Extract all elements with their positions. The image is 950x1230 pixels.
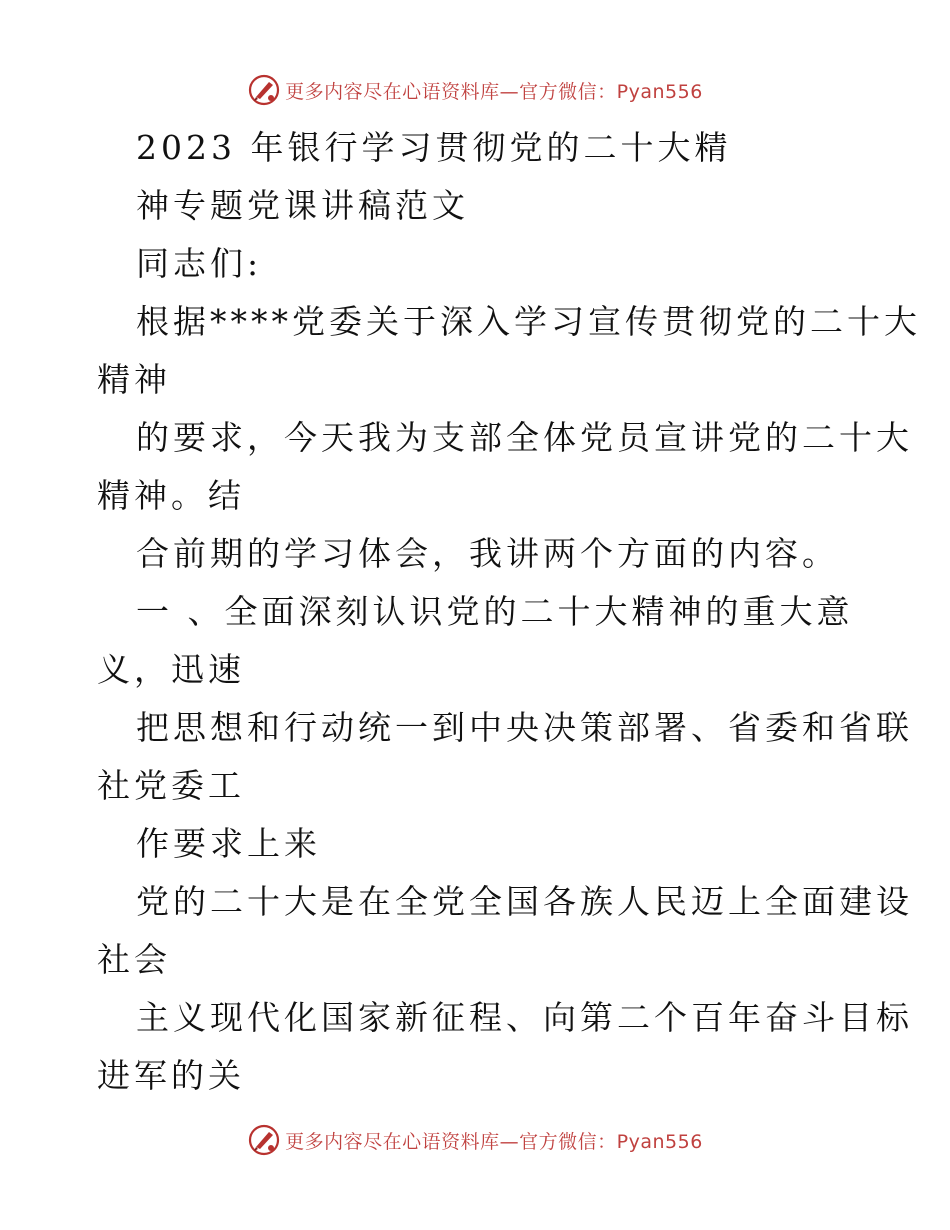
paragraph-line: 把思想和行动统一到中央决策部署、省委和省联: [136, 708, 913, 747]
paragraph-line: 精神。结: [97, 476, 245, 515]
document-title-line-2: 神专题党课讲稿范文: [136, 186, 469, 225]
paragraph-line: 进军的关: [97, 1056, 245, 1095]
paragraph-line: 精神: [97, 360, 171, 399]
paragraph-line: 党的二十大是在全党全国各族人民迈上全面建设: [136, 882, 913, 921]
paragraph-line: 社党委工: [97, 766, 245, 805]
section-heading-line: 义，迅速: [97, 650, 245, 689]
watermark-text: 更多内容尽在心语资料库—官方微信：Pyan556: [285, 80, 703, 103]
footer-watermark-banner: [0, 1120, 950, 1160]
paragraph-line: 合前期的学习体会，我讲两个方面的内容。: [136, 534, 839, 573]
salutation: 同志们:: [136, 244, 263, 283]
paragraph-line: 社会: [97, 940, 171, 979]
paragraph-line: 作要求上来: [136, 824, 321, 863]
document-title-line-1: 2023 年银行学习贯彻党的二十大精: [136, 128, 732, 167]
paragraph-line: 根据****党委关于深入学习宣传贯彻党的二十大: [136, 302, 921, 341]
quill-pen-icon: [247, 1123, 281, 1157]
paragraph-line: 主义现代化国家新征程、向第二个百年奋斗目标: [136, 998, 913, 1037]
paragraph-line: 的要求，今天我为支部全体党员宣讲党的二十大: [136, 418, 913, 457]
section-heading-line: 一 、全面深刻认识党的二十大精神的重大意: [136, 592, 854, 631]
watermark-text: 更多内容尽在心语资料库—官方微信：Pyan556: [285, 1130, 703, 1153]
